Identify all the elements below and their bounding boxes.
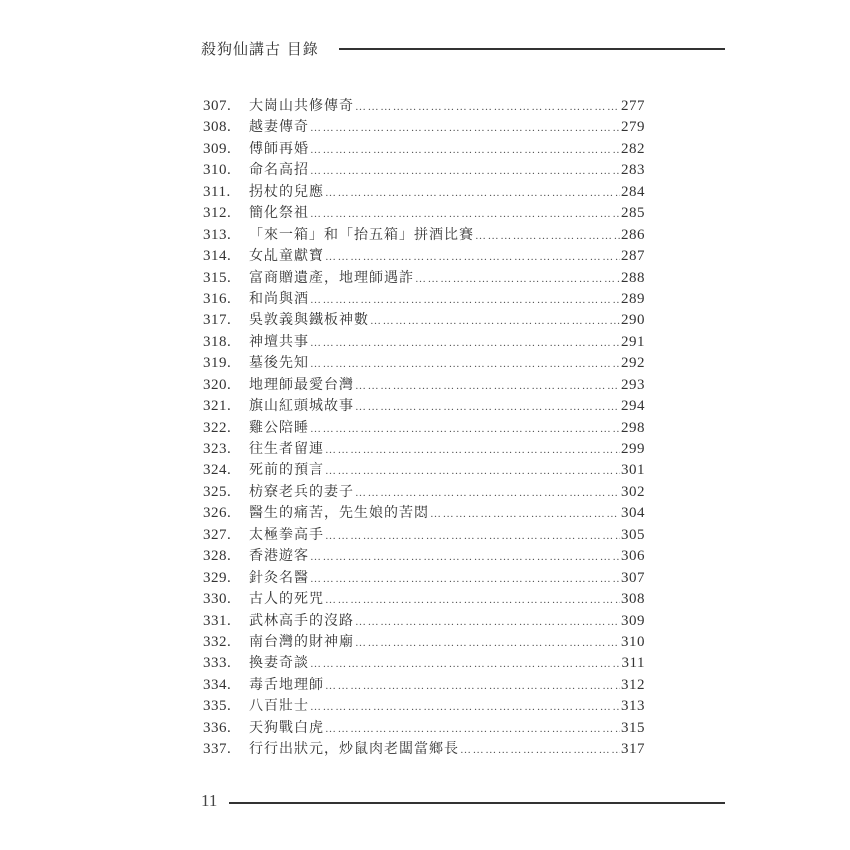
toc-entry-number: 331. <box>203 612 232 629</box>
leader-dots <box>310 204 620 225</box>
leader-dots <box>430 504 620 525</box>
toc-entry-title: 女乩童獻寶 <box>249 248 324 265</box>
toc-entry-number: 318. <box>203 333 232 350</box>
toc-entry-page: 311 <box>621 655 645 672</box>
toc-entry-page: 277 <box>621 98 645 114</box>
leader-dots <box>325 590 620 611</box>
leader-dots <box>355 612 620 633</box>
toc-entry-number: 322. <box>203 419 232 436</box>
toc-entry-number: 328. <box>203 548 232 565</box>
toc-entry-title: 和尚與酒 <box>249 290 309 307</box>
toc-entry-page: 299 <box>621 441 645 457</box>
toc-entry-title: 越妻傳奇 <box>249 119 309 136</box>
toc-entry-page: 284 <box>621 183 645 200</box>
leader-dots <box>325 676 620 697</box>
toc-entry-number: 312. <box>203 205 232 222</box>
toc-entry-title: 毒舌地理師 <box>249 676 324 693</box>
toc-entry <box>203 696 645 717</box>
toc-entry-title: 行行出狀元，炒鼠肉老闆當鄉長 <box>249 741 459 758</box>
toc-entry-title: 醫生的痛苦，先生娘的苦悶 <box>249 505 429 522</box>
toc-entry-title: 八百壯士 <box>249 698 309 715</box>
toc-entry-number: 326. <box>203 505 232 522</box>
leader-dots <box>325 461 620 482</box>
toc-entry <box>203 160 645 181</box>
toc-entry-page: 317 <box>621 741 645 758</box>
toc-entry <box>203 568 645 589</box>
toc-entry-title: 大崗山共修傳奇 <box>249 98 354 114</box>
toc-entry-page: 287 <box>621 248 645 265</box>
leader-dots <box>355 397 620 418</box>
toc-entry-number: 324. <box>203 462 232 479</box>
toc-entry-number: 325. <box>203 483 232 500</box>
leader-dots <box>355 633 620 654</box>
toc-entry-page: 309 <box>621 612 645 629</box>
toc-entry <box>203 353 645 374</box>
toc-entry <box>203 418 645 439</box>
leader-dots <box>310 569 620 590</box>
toc-entry-title: 太極拳高手 <box>249 526 324 543</box>
toc-entry <box>203 653 645 674</box>
toc-entry <box>203 675 645 696</box>
toc-entry-title: 天狗戰白虎 <box>249 719 324 736</box>
leader-dots <box>310 654 621 675</box>
toc-entry <box>203 525 645 546</box>
toc-entry-number: 337. <box>203 741 232 758</box>
toc-entry-title: 換妻奇談 <box>249 655 309 672</box>
toc-entry-page: 291 <box>621 333 645 350</box>
toc-entry <box>203 396 645 417</box>
toc-entry <box>203 546 645 567</box>
leader-dots <box>325 719 620 740</box>
toc-entry-number: 314. <box>203 248 232 265</box>
leader-dots <box>475 226 620 247</box>
leader-dots <box>325 526 620 547</box>
toc-entry-title: 傅師再婚 <box>249 140 309 157</box>
toc-entry-number: 329. <box>203 569 232 586</box>
leader-dots <box>325 440 620 461</box>
toc-entry-page: 294 <box>621 398 645 415</box>
leader-dots <box>355 483 620 504</box>
toc-entry-title: 墓後先知 <box>249 355 309 372</box>
leader-dots <box>415 269 620 290</box>
leader-dots <box>355 97 620 118</box>
toc-entry-page: 304 <box>621 505 645 522</box>
toc-entry-page: 313 <box>621 698 645 715</box>
toc-entry-title: 枋寮老兵的妻子 <box>249 483 354 500</box>
header-rule <box>339 48 725 50</box>
toc-entry <box>203 96 645 117</box>
toc-entry <box>203 182 645 203</box>
toc-entry-page: 305 <box>621 526 645 543</box>
toc-entry <box>203 225 645 246</box>
toc-entry-title: 往生者留連 <box>249 441 324 457</box>
toc-entry-page: 312 <box>621 676 645 693</box>
leader-dots <box>310 118 620 139</box>
toc-entry-number: 323. <box>203 441 232 457</box>
toc-entry-page: 315 <box>621 719 645 736</box>
toc-entry-number: 308. <box>203 119 232 136</box>
toc-entry-number: 332. <box>203 633 232 650</box>
toc-entry-page: 298 <box>621 419 645 436</box>
toc-entry <box>203 739 645 760</box>
toc-entry-title: 雞公陪睡 <box>249 419 309 436</box>
toc-entry-number: 321. <box>203 398 232 415</box>
page-number: 11 <box>201 791 218 810</box>
toc-entry-title: 命名高招 <box>249 162 309 179</box>
toc-entry-number: 317. <box>203 312 232 329</box>
toc-entry-title: 吳敦義與鐵板神數 <box>249 312 369 329</box>
toc-entry-page: 293 <box>621 376 645 393</box>
toc-entry-title: 富商贈遺產，地理師遇詐 <box>249 269 414 286</box>
toc-entry-page: 289 <box>621 290 645 307</box>
toc-entry-page: 292 <box>621 355 645 372</box>
toc-entry <box>203 482 645 503</box>
toc-entry-title: 簡化祭祖 <box>249 205 309 222</box>
toc-entry-page: 286 <box>621 226 645 243</box>
table-of-contents <box>203 96 645 761</box>
toc-entry-title: 旗山紅頭城故事 <box>249 398 354 415</box>
toc-entry-title: 死前的預言 <box>249 462 324 479</box>
toc-entry-page: 288 <box>621 269 645 286</box>
toc-entry <box>203 632 645 653</box>
toc-entry-number: 316. <box>203 290 232 307</box>
running-title: 殺狗仙講古 目錄 <box>201 39 319 58</box>
toc-entry-page: 285 <box>621 205 645 222</box>
toc-entry-page: 302 <box>621 483 645 500</box>
toc-entry <box>203 139 645 160</box>
toc-entry-title: 「來一箱」和「抬五箱」拼酒比賽 <box>249 226 474 243</box>
leader-dots <box>310 354 620 375</box>
leader-dots <box>310 697 620 718</box>
toc-entry-page: 290 <box>621 312 645 329</box>
toc-entry-page: 308 <box>621 591 645 608</box>
toc-entry <box>203 203 645 224</box>
toc-entry <box>203 460 645 481</box>
toc-entry-number: 319. <box>203 355 232 372</box>
toc-entry <box>203 375 645 396</box>
toc-entry <box>203 289 645 310</box>
toc-entry <box>203 503 645 524</box>
toc-entry-number: 311. <box>203 183 231 200</box>
toc-entry <box>203 589 645 610</box>
toc-entry-number: 310. <box>203 162 232 179</box>
toc-entry-page: 301 <box>621 462 645 479</box>
toc-entry-page: 282 <box>621 140 645 157</box>
leader-dots <box>325 247 620 268</box>
toc-entry-title: 武林高手的沒路 <box>249 612 354 629</box>
toc-entry-number: 334. <box>203 676 232 693</box>
leader-dots <box>370 311 620 332</box>
leader-dots <box>310 333 620 354</box>
leader-dots <box>310 547 620 568</box>
toc-entry <box>203 332 645 353</box>
toc-entry-number: 335. <box>203 698 232 715</box>
toc-entry-number: 309. <box>203 140 232 157</box>
toc-entry-page: 306 <box>621 548 645 565</box>
toc-entry-page: 310 <box>621 633 645 650</box>
toc-entry-title: 古人的死咒 <box>249 591 324 608</box>
leader-dots <box>310 419 620 440</box>
toc-entry-title: 地理師最愛台灣 <box>249 376 354 393</box>
toc-entry-title: 香港遊客 <box>249 548 309 565</box>
page-header <box>201 36 725 60</box>
toc-entry-page: 279 <box>621 119 645 136</box>
footer-rule <box>229 802 725 804</box>
leader-dots <box>325 183 620 204</box>
toc-entry-number: 313. <box>203 226 232 243</box>
toc-entry <box>203 718 645 739</box>
leader-dots <box>310 140 620 161</box>
toc-entry <box>203 611 645 632</box>
toc-entry <box>203 268 645 289</box>
toc-entry-page: 283 <box>621 162 645 179</box>
toc-entry-title: 南台灣的財神廟 <box>249 633 354 650</box>
leader-dots <box>310 290 620 311</box>
toc-entry-number: 315. <box>203 269 232 286</box>
toc-entry-number: 330. <box>203 591 232 608</box>
toc-entry <box>203 310 645 331</box>
toc-entry <box>203 117 645 138</box>
toc-entry <box>203 439 645 460</box>
toc-entry-number: 327. <box>203 526 232 543</box>
toc-entry-title: 針灸名醫 <box>249 569 309 586</box>
leader-dots <box>460 740 620 761</box>
toc-entry-number: 307. <box>203 98 232 114</box>
page-footer <box>201 788 725 814</box>
toc-entry-title: 神壇共事 <box>249 333 309 350</box>
toc-entry <box>203 246 645 267</box>
toc-entry-number: 320. <box>203 376 232 393</box>
toc-entry-page: 307 <box>621 569 645 586</box>
toc-entry-number: 336. <box>203 719 232 736</box>
toc-entry-number: 333. <box>203 655 232 672</box>
leader-dots <box>355 376 620 397</box>
toc-entry-title: 拐杖的兒應 <box>249 183 324 200</box>
leader-dots <box>310 161 620 182</box>
